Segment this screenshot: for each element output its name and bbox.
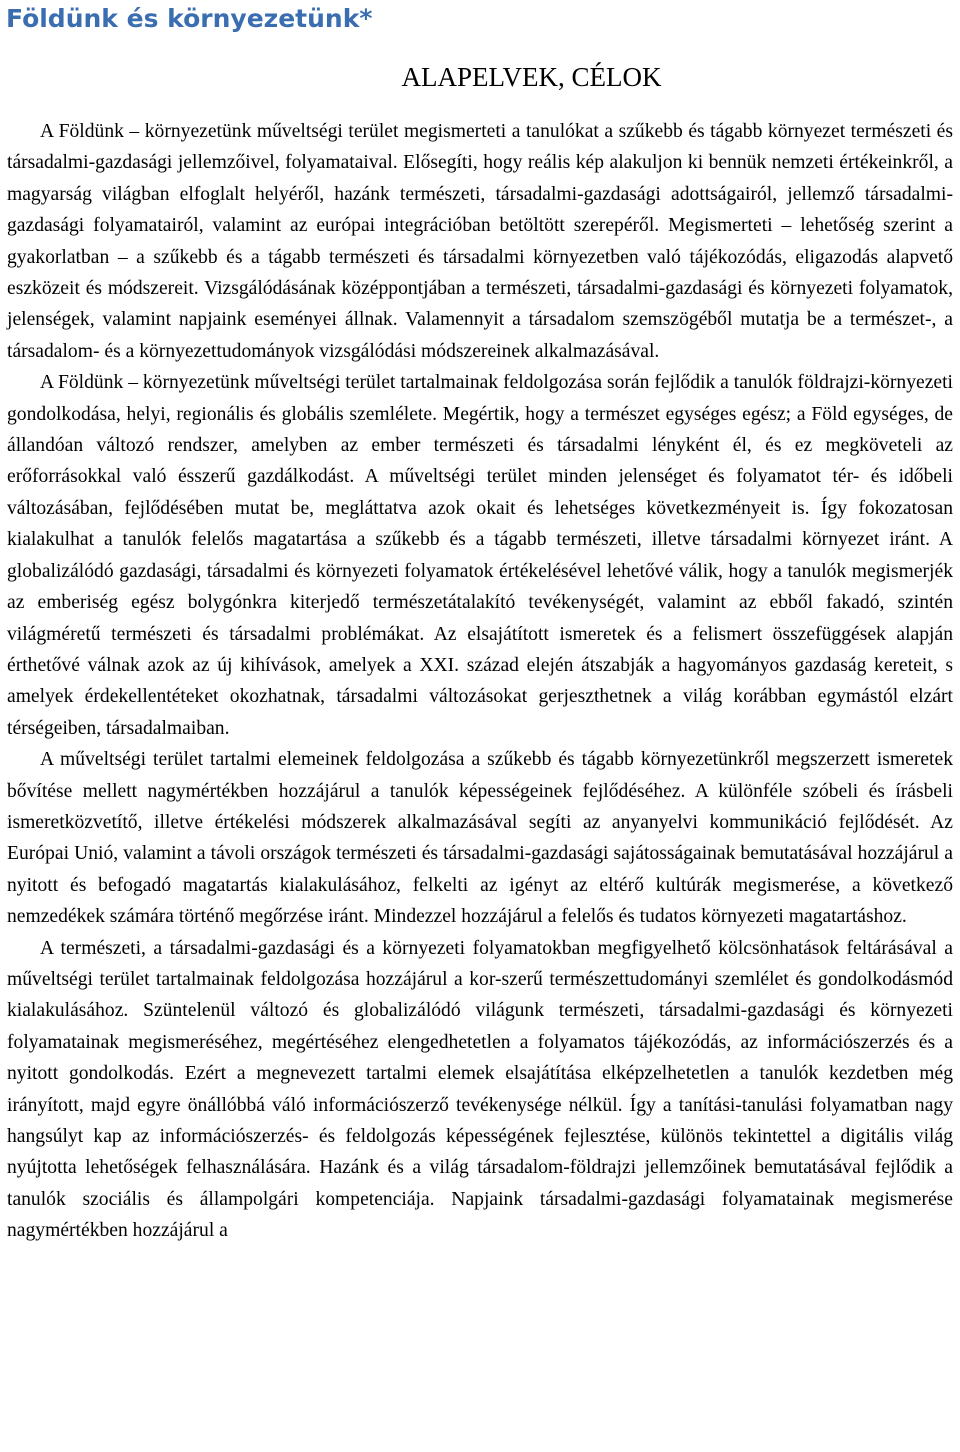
section-heading: ALAPELVEK, CÉLOK: [401, 62, 662, 92]
paragraph-1: A Földünk – környezetünk műveltségi terület megismerteti a tanulókat a szűkebb és tágabb környezet természeti és társadalmi-gazdasági jellemzőivel, folyamataival. Elősegíti, hogy reális kép alakuljon ki bennük nemzeti értékeinkről, a magyarság világban elfoglalt helyéről, hazánk természeti, társadalmi-gazdasági adottságairól, jellemző társadalmi-gazdasági folyamatairól, valamint az európai integrációban betöltött szerepéről. Megismerteti – lehetőség szerint a gyakorlatban – a szűkebb és a tágabb természeti és társadalmi környezetben való tájékozódás, eligazodás alapvető eszközeit és módszereit. Vizsgálódásának középpontjában a természeti, társadalmi-gazdasági és környezeti folyamatok, jelenségek, valamint napjaink eseményei állnak. Valamennyit a társadalom szemszögéből mutatja be a természet-, a társadalom- és a környezettudományok vizsgálódási módszereinek alkalmazásával.: [7, 121, 953, 362]
paragraph-2: A Földünk – környezetünk műveltségi terület tartalmainak feldolgozása során fejlődik a tanulók földrajzi-környezeti gondolkodása, helyi, regionális és globális szemlélete. Megértik, hogy a természet egységes egész; a Föld egységes, de állandóan változó rendszer, amelyben az ember természeti és társadalmi lényként él, és ez megköveteli az erőforrásokkal való ésszerű gazdálkodást. A műveltségi terület minden jelenséget és folyamatot tér- és időbeli változásában, fejlődésében mutat be, megláttatva azok okait és lehetséges következményeit is. Így fokozatosan kialakulhat a tanulók felelős magatartása a szűkebb és a tágabb természeti, illetve társadalmi környezet iránt. A globalizálódó gazdasági, társadalmi és környezeti folyamatok értékelésével lehetővé válik, hogy a tanulók megismerjék az emberiség egész bolygónkra kiterjedő természetátalakító tevékenységét, valamint az ebből fakadó, szintén világméretű természeti és társadalmi problémákat. Az elsajátított ismeretek és a felismert összefüggések alapján érthetővé válnak azok az új kihívások, amelyek a XXI. század elején átszabják a hagyományos gazdaság kereteit, s amelyek érdekellentéteket okozhatnak, társadalmi változásokat gerjeszthetnek a világ korábban egymástól elzárt térségeiben, társadalmaiban.: [7, 372, 954, 739]
paragraph-3: A műveltségi terület tartalmi elemeinek feldolgozása a szűkebb és tágabb környezetünkről megszerzett ismeretek bővítése mellett nagymértékben hozzájárul a tanulók képességeinek fejlődéséhez. A különféle szóbeli és írásbeli ismeretközvetítő, illetve értékelési módszerek alkalmazásával segíti az anyanyelvi kommunikáció fejlődését. Az Európai Unió, valamint a távoli országok természeti és társadalmi-gazdasági sajátosságainak bemutatásával hozzájárul a nyitott és befogadó magatartás kialakulásához, felkelti az igényt az eltérő kultúrák megismerése, a következő nemzedékek számára történő megőrzése iránt. Mindezzel hozzájárul a felelős és tudatos környezeti magatartáshoz.: [7, 749, 953, 928]
document-title: Földünk és környezetünk*: [6, 4, 373, 33]
document-body: [7, 116, 953, 1247]
paragraph-4: A természeti, a társadalmi-gazdasági és a környezeti folyamatokban megfigyelhető kölcsönhatások feltárásával a műveltségi terület tartalmainak feldolgozása hozzájárul a kor-szerű természettudományi szemlélet és gondolkodásmód kialakulásához. Szüntelenül változó és globalizálódó világunk természeti, társadalmi-gazdasági és környezeti folyamatainak megismeréséhez, megértéséhez elengedhetetlen a folyamatos tájékozódás, az információszerzés és a nyitott gondolkodás. Ezért a megnevezett tartalmi elemek elsajátítása elképzelhetetlen a tanulók kezdetben még irányított, majd egyre önállóbbá váló információszerző tevékenysége nélkül. Így a tanítási-tanulási folyamatban nagy hangsúlyt kap az információszerzés- és feldolgozás képességének fejlesztése, különös tekintettel a digitális világ nyújtotta lehetőségek felhasználására. Hazánk és a világ társadalom-földrajzi jellemzőinek bemutatásával fejlődik a tanulók szociális és állampolgári kompetenciája. Napjaink társadalmi-gazdasági folyamatainak megismerése nagymértékben hozzájárul a: [7, 937, 953, 1242]
